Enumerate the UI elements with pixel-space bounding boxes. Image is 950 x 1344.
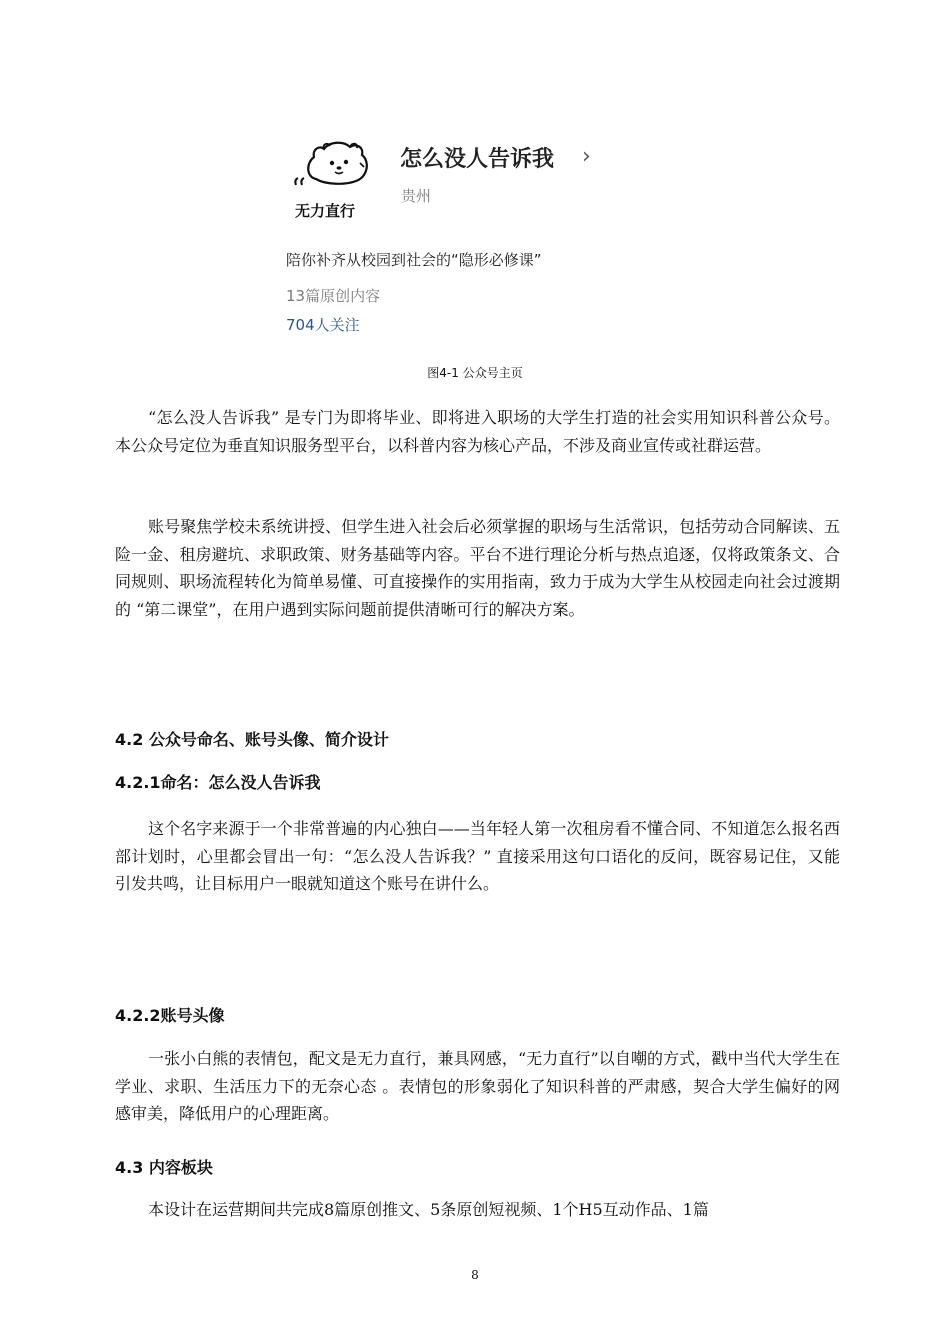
account-name[interactable]: 怎么没人告诉我 (400, 147, 555, 172)
heading-4-3: 4.3 内容板块 (115, 1158, 213, 1177)
paragraph-naming: 这个名字来源于一个非常普遍的内心独白——当年轻人第一次租房看不懂合同、不知道怎么报名西部计划时，心里都会冒出一句：“怎么没人告诉我？” 直接采用这句口语化的反问，既容易记住，又能引发共鸣，让目标用户一眼就知道这个账号在讲什么。 (115, 819, 840, 893)
page-number: 8 (471, 1268, 479, 1282)
avatar-caption: 无力直行 (295, 202, 356, 220)
avatar (280, 135, 375, 225)
bear-sticker-icon (290, 135, 380, 197)
original-content-count[interactable]: 13篇原创内容 (286, 287, 381, 305)
account-intro: 陪你补齐从校园到社会的“隐形必修课” (286, 251, 542, 269)
account-location: 贵州 (401, 187, 432, 205)
chevron-right-icon[interactable]: › (582, 144, 591, 169)
account-profile-screenshot (270, 130, 650, 345)
heading-4-2-2: 4.2.2账号头像 (115, 1006, 225, 1025)
heading-4-2-1: 4.2.1命名：怎么没人告诉我 (115, 773, 321, 792)
heading-4-2: 4.2 公众号命名、账号头像、简介设计 (115, 730, 389, 749)
paragraph-focus: 账号聚焦学校未系统讲授、但学生进入社会后必须掌握的职场与生活常识，包括劳动合同解读、五险一金、租房避坑、求职政策、财务基础等内容。平台不进行理论分析与热点追逐，仅将政策条文、合同规则、职场流程转化为简单易懂、可直接操作的实用指南，致力于成为大学生从校园走向社会过渡期的 “第二课堂”，在用户遇到实际问题前提供清晰可行的解决方案。 (115, 517, 840, 619)
paragraph-avatar: 一张小白熊的表情包，配文是无力直行，兼具网感，“无力直行”以自嘲的方式，戳中当代大学生在学业、求职、生活压力下的无奈心态 。表情包的形象弱化了知识科普的严肃感，契合大学生偏好的网感审美，降低用户的心理距离。 (115, 1049, 840, 1123)
paragraph-content-overview: 本设计在运营期间共完成8篇原创推文、5条原创短视频、1个H5互动作品、1篇 (148, 1200, 709, 1219)
follower-count[interactable]: 704人关注 (286, 316, 360, 334)
figure-caption: 图4-1 公众号主页 (427, 366, 523, 380)
paragraph-positioning: “怎么没人告诉我” 是专门为即将毕业、即将进入职场的大学生打造的社会实用知识科普公众号。本公众号定位为垂直知识服务型平台，以科普内容为核心产品，不涉及商业宣传或社群运营。 (115, 408, 840, 455)
